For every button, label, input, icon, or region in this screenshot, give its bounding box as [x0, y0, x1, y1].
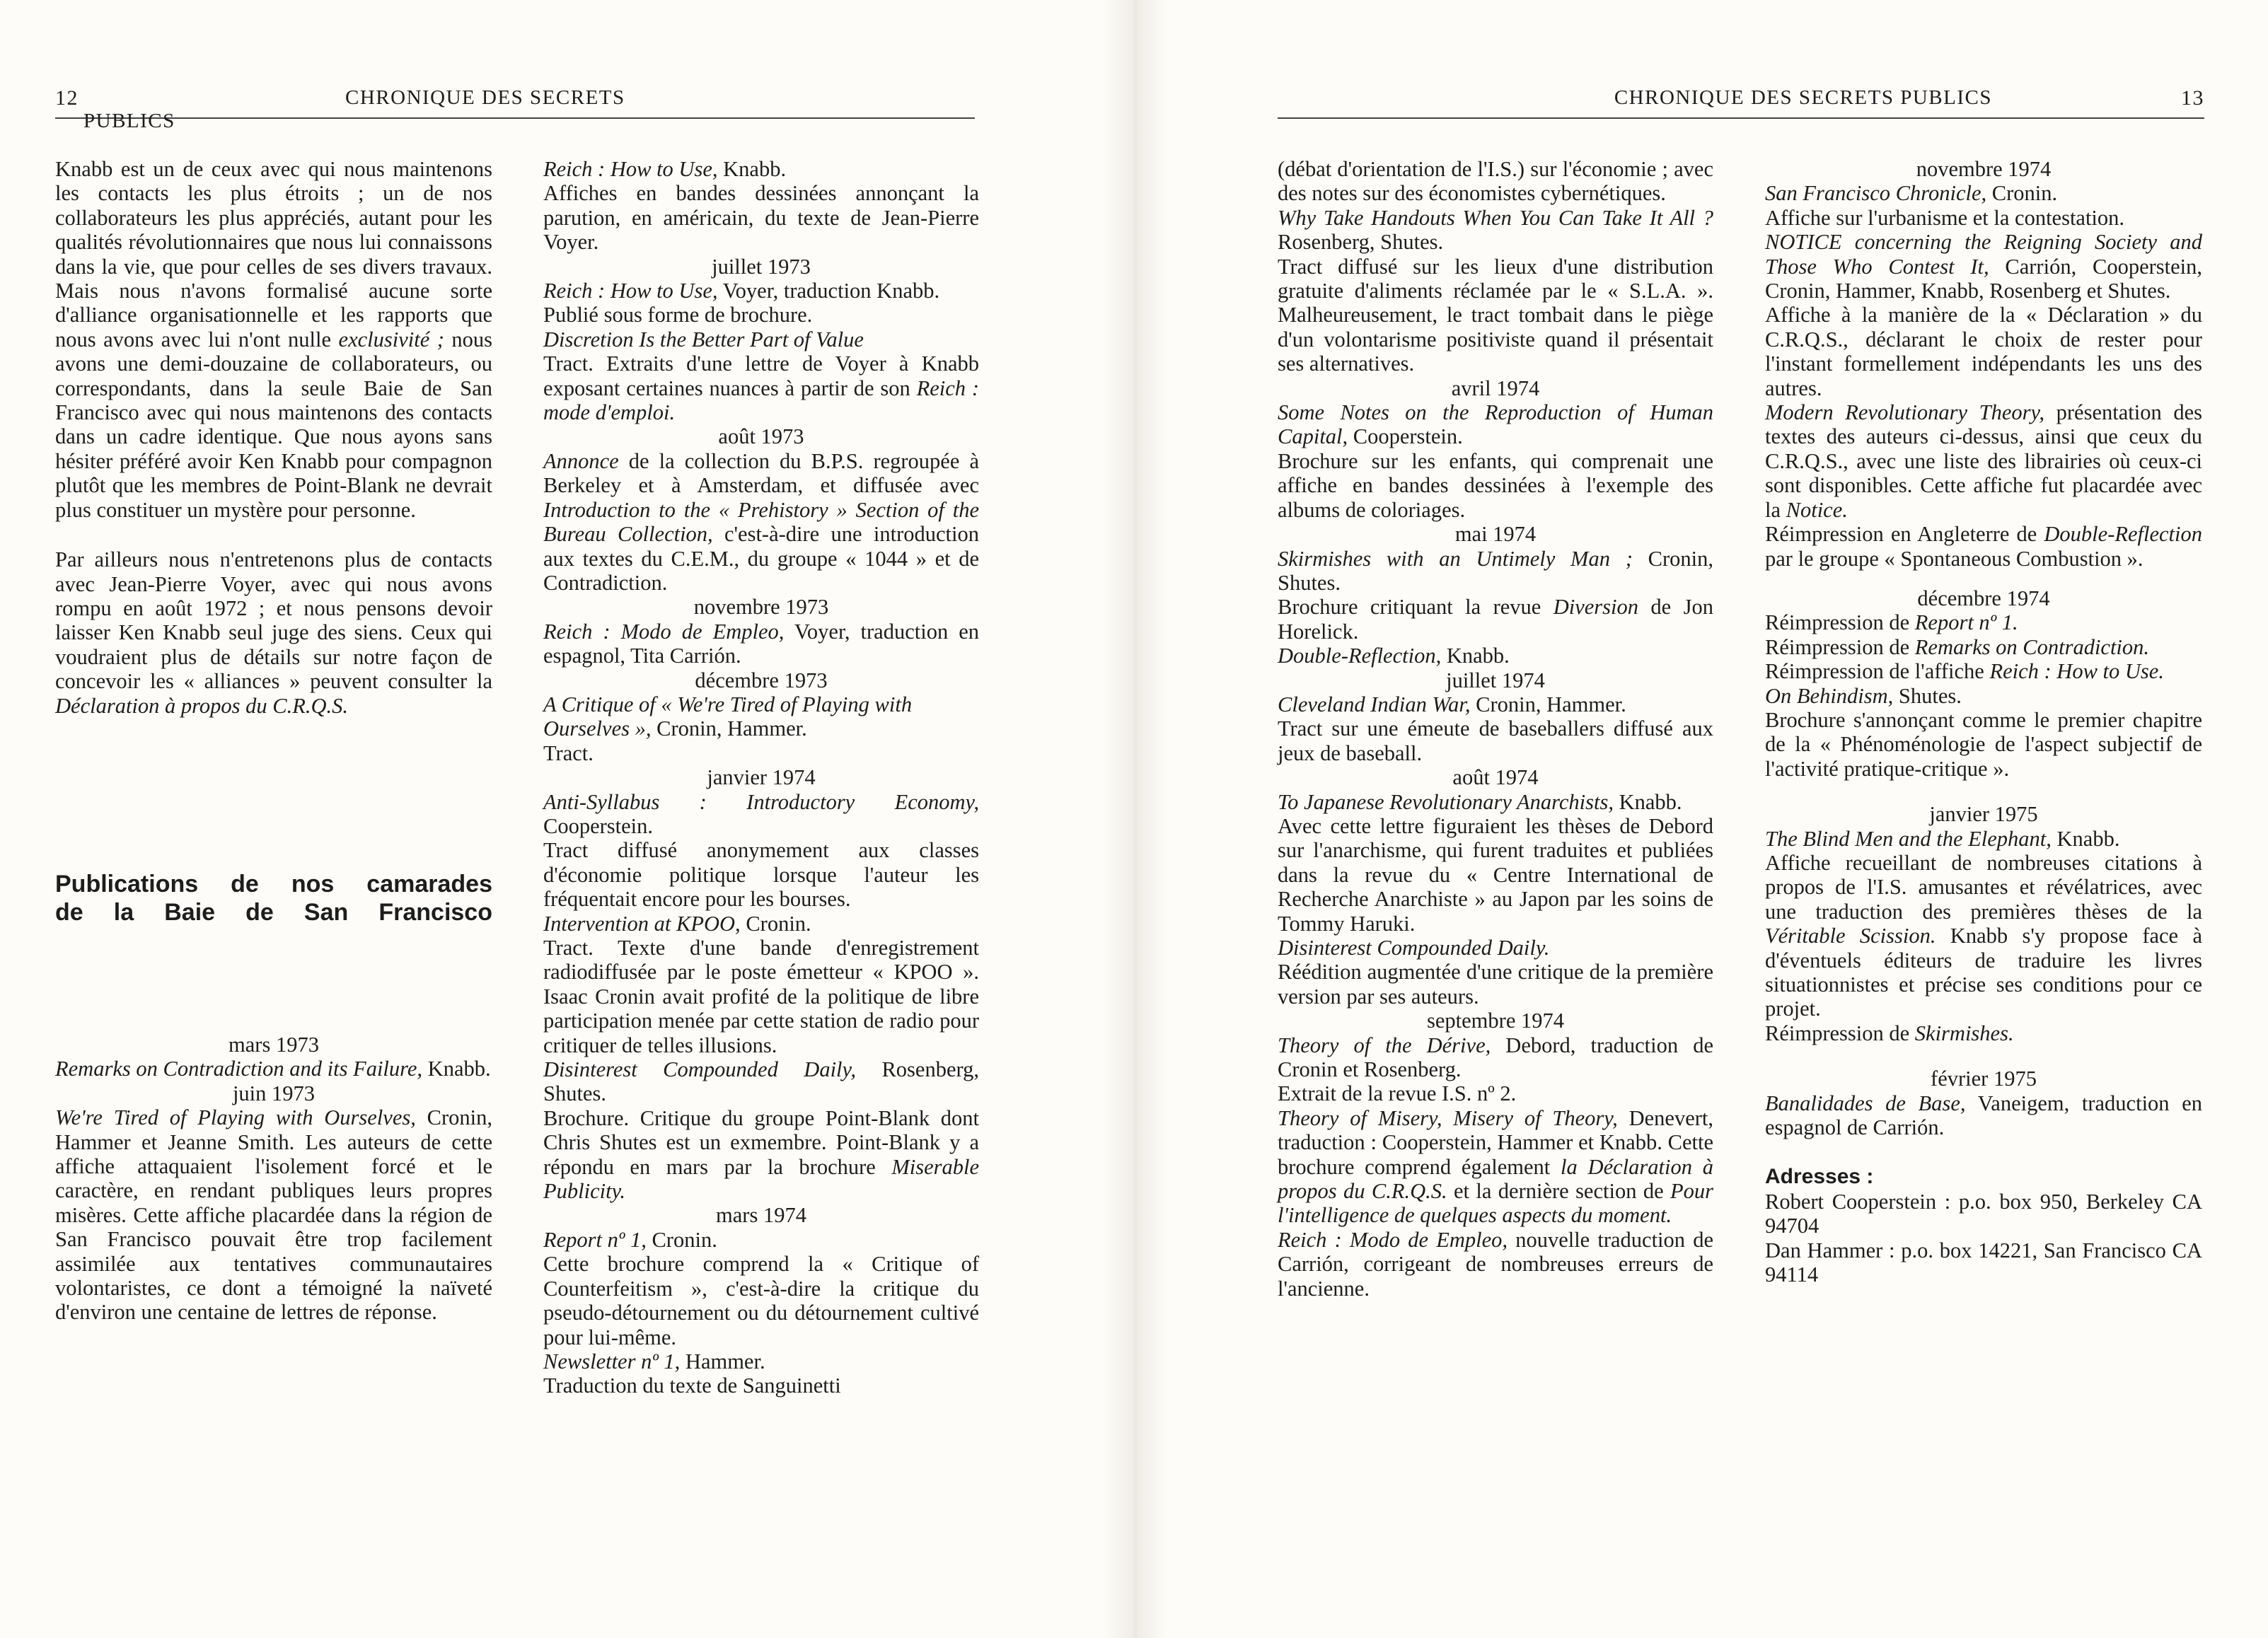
publication-entry: Disinterest Compounded Daily, Rosenberg, Shutes. [543, 1057, 979, 1106]
month-heading: novembre 1973 [693, 595, 829, 620]
intro-paragraph-2: Par ailleurs nous n'entretenons plus de contacts avec Jean-Pierre Voyer, avec qui nous avons rompu en août 1972 ; et nous pensons devoir laisser Ken Knabb seul juge des siens. Ceux qui voudraient plus de détails sur notre façon de concevoir les « alliances » peuvent consulter la Déclaration à propos du C.R.Q.S. [55, 547, 492, 718]
month-heading: décembre 1973 [695, 668, 828, 692]
month-heading: décembre 1974 [1917, 586, 2050, 610]
month-heading: juin 1973 [232, 1081, 316, 1105]
publication-description: Traduction du texte de Sanguinetti [543, 1373, 841, 1398]
publication-description: Tract diffusé anonymement aux classes d'économie politique lorsque l'auteur les fréquentait encore pour les bourses. [543, 838, 979, 912]
month-heading: juillet 1974 [1446, 668, 1545, 692]
left-running-title: CHRONIQUE DES SECRETS PUBLICS [83, 86, 625, 132]
publication-description: Brochure sur les enfants, qui comprenait une affiche en bandes dessinées à l'exemple des albums de coloriages. [1278, 448, 1713, 522]
publication-entry: Newsletter nº 1, Hammer. [543, 1349, 765, 1373]
month-heading: septembre 1974 [1427, 1009, 1564, 1033]
publication-description: Cette brochure comprend la « Critique of Counterfeitism », c'est-à-dire la critique du pseudo-détournement ou du détournement cultivé pour lui-même. [543, 1252, 979, 1349]
publication-description: Affiche recueillant de nombreuses citations à propos de l'I.S. amusantes et révélatrices, avec une traduction des premières thèses de la Véritable Scission. Knabb s'y propose face à d'éventuels éditeurs de traduire les livres situationnistes et précise ses conditions pour ce projet. [1765, 850, 2202, 1021]
month-heading: avril 1974 [1451, 376, 1540, 400]
publication-entry: Skirmishes with an Untimely Man ; Cronin, Shutes. [1278, 546, 1713, 595]
publication-description: Tract diffusé sur les lieux d'une distribution gratuite d'aliments réclamée par le « S.L.A. ». Malheureusement, le tract tombait dans le piège d'un volontarisme positiviste quand il présentait ses alternatives. [1278, 254, 1713, 376]
publication-entry: Report nº 1, Cronin. [543, 1227, 717, 1252]
address-line: Robert Cooperstein : p.o. box 950, Berkeley CA 94704 [1765, 1189, 2202, 1238]
publication-description: Brochure critiquant la revue Diversion de Jon Horelick. [1278, 595, 1713, 644]
publication-entry: Theory of Misery, Misery of Theory, Denevert, traduction : Cooperstein, Hammer et Knabb. Cette brochure comprend également la Déclaration à propos du C.R.Q.S. et la dernière section de Pour l'intelligence de quelques aspects du moment. [1278, 1105, 1713, 1228]
publication-description: Brochure s'annonçant comme le premier chapitre de la « Phénoménologie de l'aspect subjectif de l'activité pratique-critique ». [1765, 707, 2202, 781]
month-heading: juillet 1973 [712, 254, 811, 279]
publication-description: Affiche sur l'urbanisme et la contestation. [1765, 205, 2125, 230]
column-2 [543, 157, 979, 1398]
right-running-title: CHRONIQUE DES SECRETS PUBLICS [1614, 86, 1992, 109]
publication-entry: Why Take Handouts When You Can Take It All ? Rosenberg, Shutes. [1278, 205, 1713, 255]
publication-entry: Double-Reflection, Knabb. [1278, 644, 1510, 668]
month-heading: janvier 1975 [1929, 802, 2038, 827]
publication-entry: Réimpression de Report nº 1. [1765, 610, 2018, 635]
left-page-number: 12 [55, 86, 79, 110]
section-title: Publications de nos camarades de la Baie de San Francisco [55, 870, 492, 926]
publication-entry: Anti-Syllabus : Introductory Economy, Cooperstein. [543, 789, 979, 838]
publication-entry: We're Tired of Playing with Ourselves, Cronin, Hammer et Jeanne Smith. Les auteurs de cette affiche attaquaient l'isolement forcé et le caractère, en rendant publiques leurs propres misères. Cette affiche placardée dans la région de San Francisco pouvait être trop facilement assimilée aux tentatives communautaires volontaristes, ce dont a témoigné la naïveté d'environ une centaine de lettres de réponse. [55, 1105, 492, 1325]
publication-description: Tract. Extraits d'une lettre de Voyer à Knabb exposant certaines nuances à partir de son Reich : mode d'emploi. [543, 352, 979, 425]
month-heading: mars 1974 [716, 1203, 806, 1228]
publication-entry: Reich : Modo de Empleo, Voyer, traduction en espagnol, Tita Carrión. [543, 619, 979, 668]
publication-entry: Réimpression de Remarks on Contradiction. [1765, 634, 2150, 659]
column-4 [1765, 157, 2202, 1286]
publication-description: Réimpression en Angleterre de Double-Reflection par le groupe « Spontaneous Combustion ». [1765, 522, 2202, 571]
month-heading: novembre 1974 [1916, 157, 2052, 181]
month-heading: mai 1974 [1454, 522, 1537, 547]
publication-entry: Modern Revolutionary Theory, présentation des textes des auteurs ci-dessus, ainsi que ceux du C.R.Q.S., avec une liste des librairies où ceux-ci sont disponibles. Cette affiche fut placardée avec la Notice. [1765, 400, 2203, 522]
publication-description: Extrait de la revue I.S. nº 2. [1278, 1081, 1517, 1106]
publication-description: Avec cette lettre figuraient les thèses de Debord sur l'anarchisme, qui furent traduites et publiées dans la revue du « Centre International de Recherche Anarchiste » au Japon par les soins de Tommy Haruki. [1278, 813, 1713, 936]
publication-entry: Réimpression de l'affiche Reich : How to Use. [1765, 659, 2164, 684]
publication-description: Tract. Texte d'une bande d'enregistrement radiodiffusée par le poste émetteur « KPOO ». Isaac Cronin avait profité de la politique de libre participation menée par cette station de radio pour critiquer de telles illusions. [543, 936, 979, 1057]
publication-entry: NOTICE concerning the Reigning Society and Those Who Contest It, Carrión, Cooperstein, Cronin, Hammer, Knabb, Rosenberg et Shutes. [1765, 230, 2203, 303]
column-3 [1278, 157, 1713, 1301]
publication-description: Affiche à la manière de la « Déclaration » du C.R.Q.S., déclarant le choix de rester pour l'instant formellement indépendants les uns des autres. [1765, 303, 2202, 400]
publication-entry: Reich : How to Use, Voyer, traduction Knabb. [543, 279, 940, 303]
publication-entry: San Francisco Chronicle, Cronin. [1765, 181, 2058, 206]
month-heading: janvier 1974 [707, 765, 816, 790]
right-page-header [1278, 83, 2204, 119]
publication-entry: Disinterest Compounded Daily. [1278, 936, 1550, 960]
publication-description: Affiches en bandes dessinées annonçant la parution, en américain, du texte de Jean-Pierre Voyer. [543, 181, 979, 255]
publication-entry: On Behindism, Shutes. [1765, 683, 1962, 708]
publication-entry: Banalidades de Base, Vaneigem, traduction en espagnol de Carrión. [1765, 1091, 2202, 1140]
left-page-header [55, 83, 975, 132]
publication-description: Brochure. Critique du groupe Point-Blank dont Chris Shutes est un exmembre. Point-Blank y a répondu en mars par la brochure Miserable Publicity. [543, 1105, 979, 1204]
publication-entry: Reich : How to Use, Knabb. [543, 157, 787, 181]
column-1 [55, 157, 492, 1325]
publication-entry: To Japanese Revolutionary Anarchists, Knabb. [1278, 789, 1682, 814]
right-page-number: 13 [2181, 86, 2204, 110]
publication-description: Tract sur une émeute de baseballers diffusé aux jeux de baseball. [1278, 716, 1713, 765]
addresses-heading: Adresses : [1765, 1165, 1874, 1189]
month-heading: mars 1973 [228, 1032, 319, 1057]
publication-description: Publié sous forme de brochure. [543, 303, 813, 327]
publication-entry: Remarks on Contradiction and its Failure, Knabb. [55, 1057, 491, 1081]
publication-entry: A Critique of « We're Tired of Playing with Ourselves », Cronin, Hammer. [543, 692, 913, 741]
publication-entry: Theory of the Dérive, Debord, traduction de Cronin et Rosenberg. [1278, 1033, 1713, 1082]
publication-description: Tract. [543, 740, 594, 765]
intro-paragraph-1: Knabb est un de ceux avec qui nous maintenons les contacts les plus étroits ; un de nos collaborateurs les plus appréciés, autant pour les qualités révolutionnaires que nous lui connaissons dans la vie, que pour celles de ses divers travaux. Mais nous n'avons formalisé aucune sorte d'alliance organisationnelle et les rapports que nous avons avec lui n'ont nulle exclusivité ; nous avons une demi-douzaine de collaborateurs, ou correspondants, dans la seule Baie de San Francisco avec qui nous maintenons des contacts dans un cadre identique. Que nous ayons sans hésiter préféré avoir Ken Knabb pour compagnon plutôt que les membres de Point-Blank ne devrait plus constituer un mystère pour personne. [55, 157, 493, 522]
publication-entry: Cleveland Indian War, Cronin, Hammer. [1278, 692, 1626, 716]
publication-description: Réédition augmentée d'une critique de la première version par ses auteurs. [1278, 960, 1713, 1009]
publication-entry: Annonce de la collection du B.P.S. regroupée à Berkeley et à Amsterdam, et diffusée avec Introduction to the « Prehistory » Section of the Bureau Collection, c'est-à-dire une introduction aux textes du C.E.M., du groupe « 1044 » et de Contradiction. [543, 448, 979, 595]
publication-description: (débat d'orientation de l'I.S.) sur l'économie ; avec des notes sur des économistes cybernétiques. [1278, 157, 1713, 206]
publication-entry: Discretion Is the Better Part of Value [543, 327, 864, 352]
book-gutter [1104, 0, 1167, 1638]
publication-entry: Reich : Modo de Empleo, nouvelle traduction de Carrión, corrigeant de nombreuses erreurs de l'ancienne. [1278, 1227, 1713, 1301]
publication-entry: Some Notes on the Reproduction of Human Capital, Cooperstein. [1278, 400, 1713, 449]
address-line: Dan Hammer : p.o. box 14221, San Francisco CA 94114 [1765, 1238, 2202, 1287]
publication-description: Réimpression de Skirmishes. [1765, 1021, 2014, 1045]
month-heading: février 1975 [1931, 1067, 2037, 1091]
publication-entry: Intervention at KPOO, Cronin. [543, 911, 811, 936]
month-heading: août 1973 [718, 424, 804, 449]
month-heading: août 1974 [1452, 765, 1539, 790]
publication-entry: The Blind Men and the Elephant, Knabb. [1765, 826, 2120, 851]
